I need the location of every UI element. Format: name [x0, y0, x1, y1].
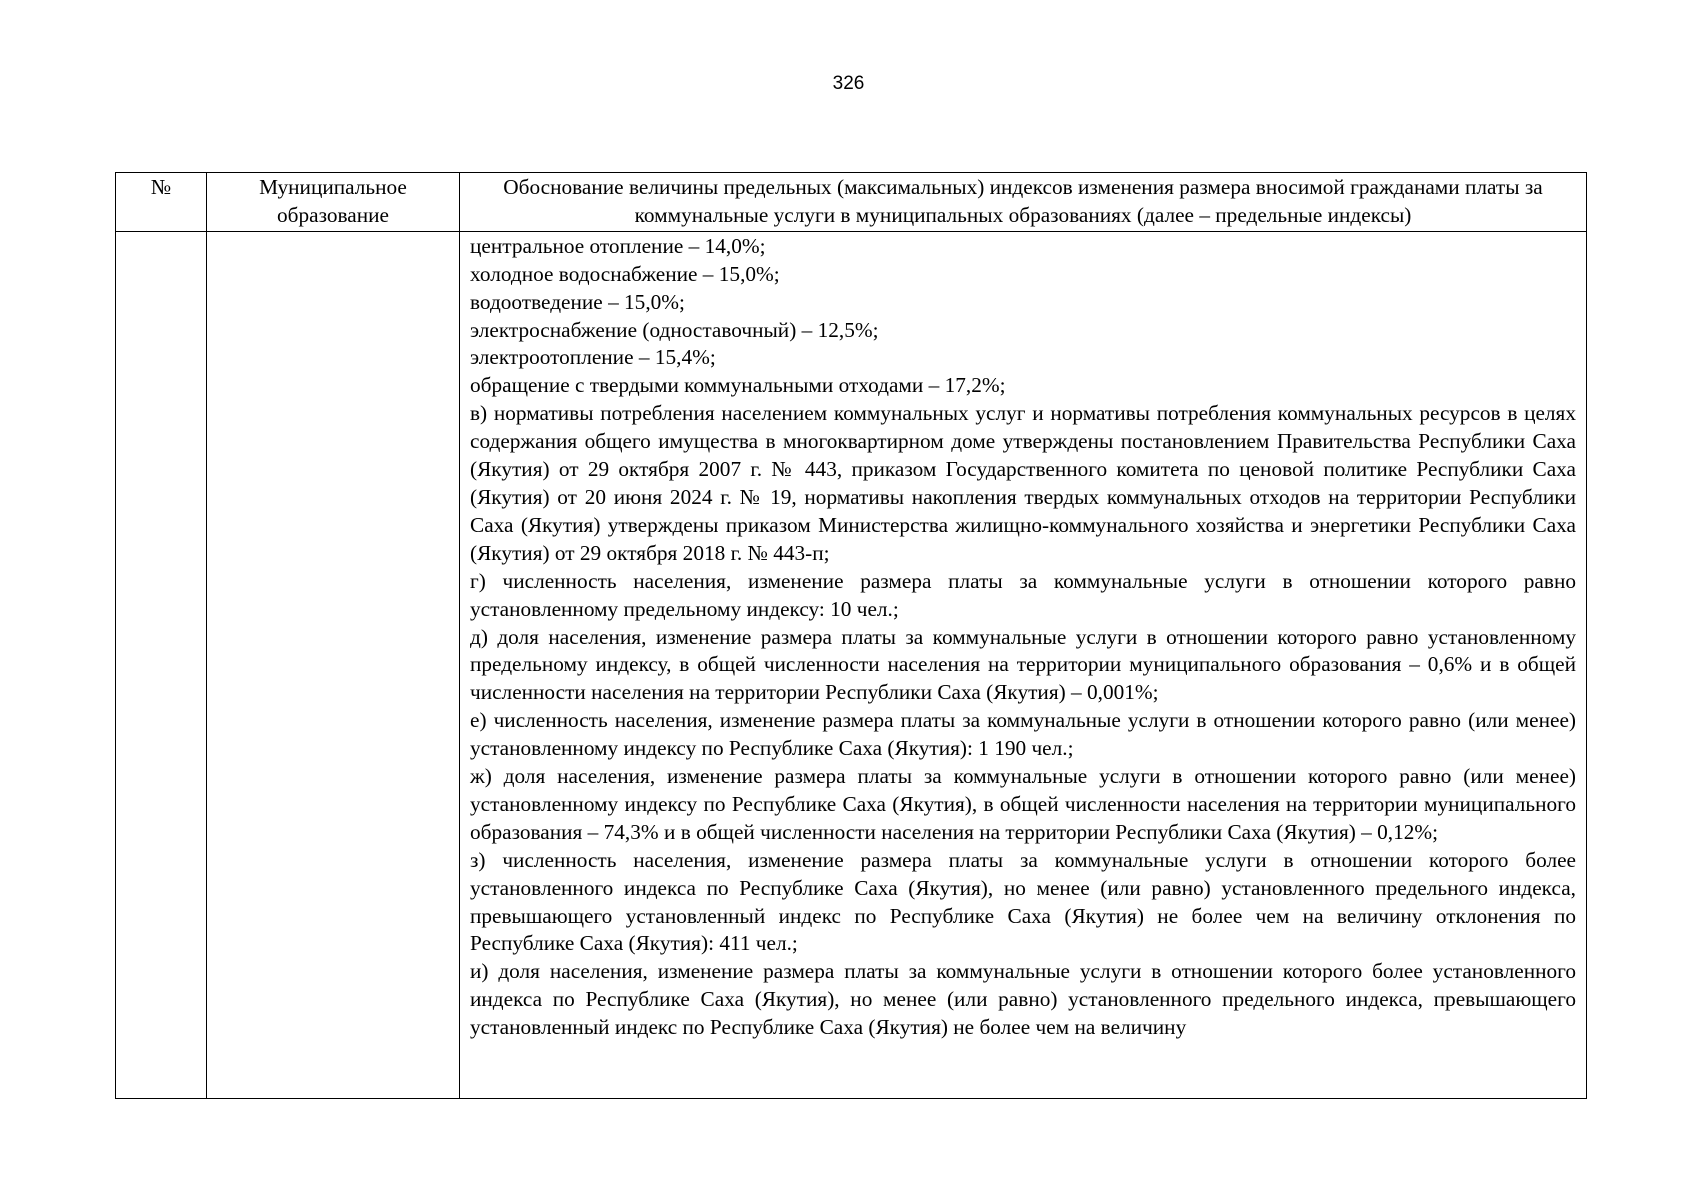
table-row [116, 231, 1587, 1098]
row-number-cell [116, 231, 207, 1098]
index-electric-heating: электроотопление – 15,4%; [470, 345, 716, 370]
index-cold-water: холодное водоснабжение – 15,0%; [470, 261, 780, 286]
paragraph-z-population: з) численность населения, изменение размера платы за коммунальные услуги в отношении которого более установленного индекса по Республике Саха (Якутия), но менее (или равно) установленного предельного индекса, превышающего установленный индекс по Республике Саха (Якутия) не более чем на величину отклонения по Республике Саха (Якутия): 411 чел.; [470, 847, 1576, 956]
paragraph-v-norms: в) нормативы потребления населением коммунальных услуг и нормативы потребления коммунальных ресурсов в целях содержания общего имущества в многоквартирном доме утверждены постановлением Правительства Республики Саха (Якутия) от 29 октября 2007 г. № 443, приказом Государственного комитета по ценовой политике Республики Саха (Якутия) от 20 июня 2024 г. № 19, нормативы накопления твердых коммунальных отходов на территории Республики Саха (Якутия) утверждены приказом Министерства жилищно-коммунального хозяйства и энергетики Республики Саха (Якутия) от 29 октября 2018 г. № 443-п; [470, 401, 1576, 565]
paragraph-zh-share: ж) доля населения, изменение размера платы за коммунальные услуги в отношении которого равно (или менее) установленному индексу по Республике Саха (Якутия), в общей численности населения на территории муниципального образования – 74,3% и в общей численности населения на территории Республики Саха (Якутия) – 0,12%; [470, 764, 1576, 844]
header-municipality: Муниципальное образование [207, 173, 460, 232]
row-justification-cell [460, 231, 1587, 1098]
header-justification: Обоснование величины предельных (максимальных) индексов изменения размера вносимой гражданами платы за коммунальные услуги в муниципальных образованиях (далее – предельные индексы) [460, 173, 1587, 232]
page-number: 326 [832, 73, 865, 94]
index-solid-waste: обращение с твердыми коммунальными отходами – 17,2%; [470, 373, 1006, 398]
index-electricity: электроснабжение (одноставочный) – 12,5%; [470, 317, 879, 342]
paragraph-g-population: г) численность населения, изменение размера платы за коммунальные услуги в отношении которого равно установленному предельному индексу: 10 чел.; [470, 568, 1576, 621]
justification-table [115, 172, 1587, 1099]
paragraph-e-population: е) численность населения, изменение размера платы за коммунальные услуги в отношении которого равно (или менее) установленному индексу по Республике Саха (Якутия): 1 190 чел.; [470, 708, 1576, 761]
index-central-heating: центральное отопление – 14,0%; [470, 233, 766, 258]
row-municipality-cell [207, 231, 460, 1098]
paragraph-d-share: д) доля населения, изменение размера платы за коммунальные услуги в отношении которого равно установленному предельному индексу, в общей численности населения на территории муниципального образования – 0,6% и в общей численности населения на территории Республики Саха (Якутия) – 0,001%; [470, 624, 1576, 705]
table-header-row [116, 173, 1587, 232]
paragraph-i-share: и) доля населения, изменение размера платы за коммунальные услуги в отношении которого более установленного индекса по Республике Саха (Якутия), но менее (или равно) установленного предельного индекса, превышающего установленный индекс по Республике Саха (Якутия) не более чем на величину [470, 959, 1576, 1040]
index-wastewater: водоотведение – 15,0%; [470, 289, 685, 314]
header-number: № [116, 173, 207, 232]
